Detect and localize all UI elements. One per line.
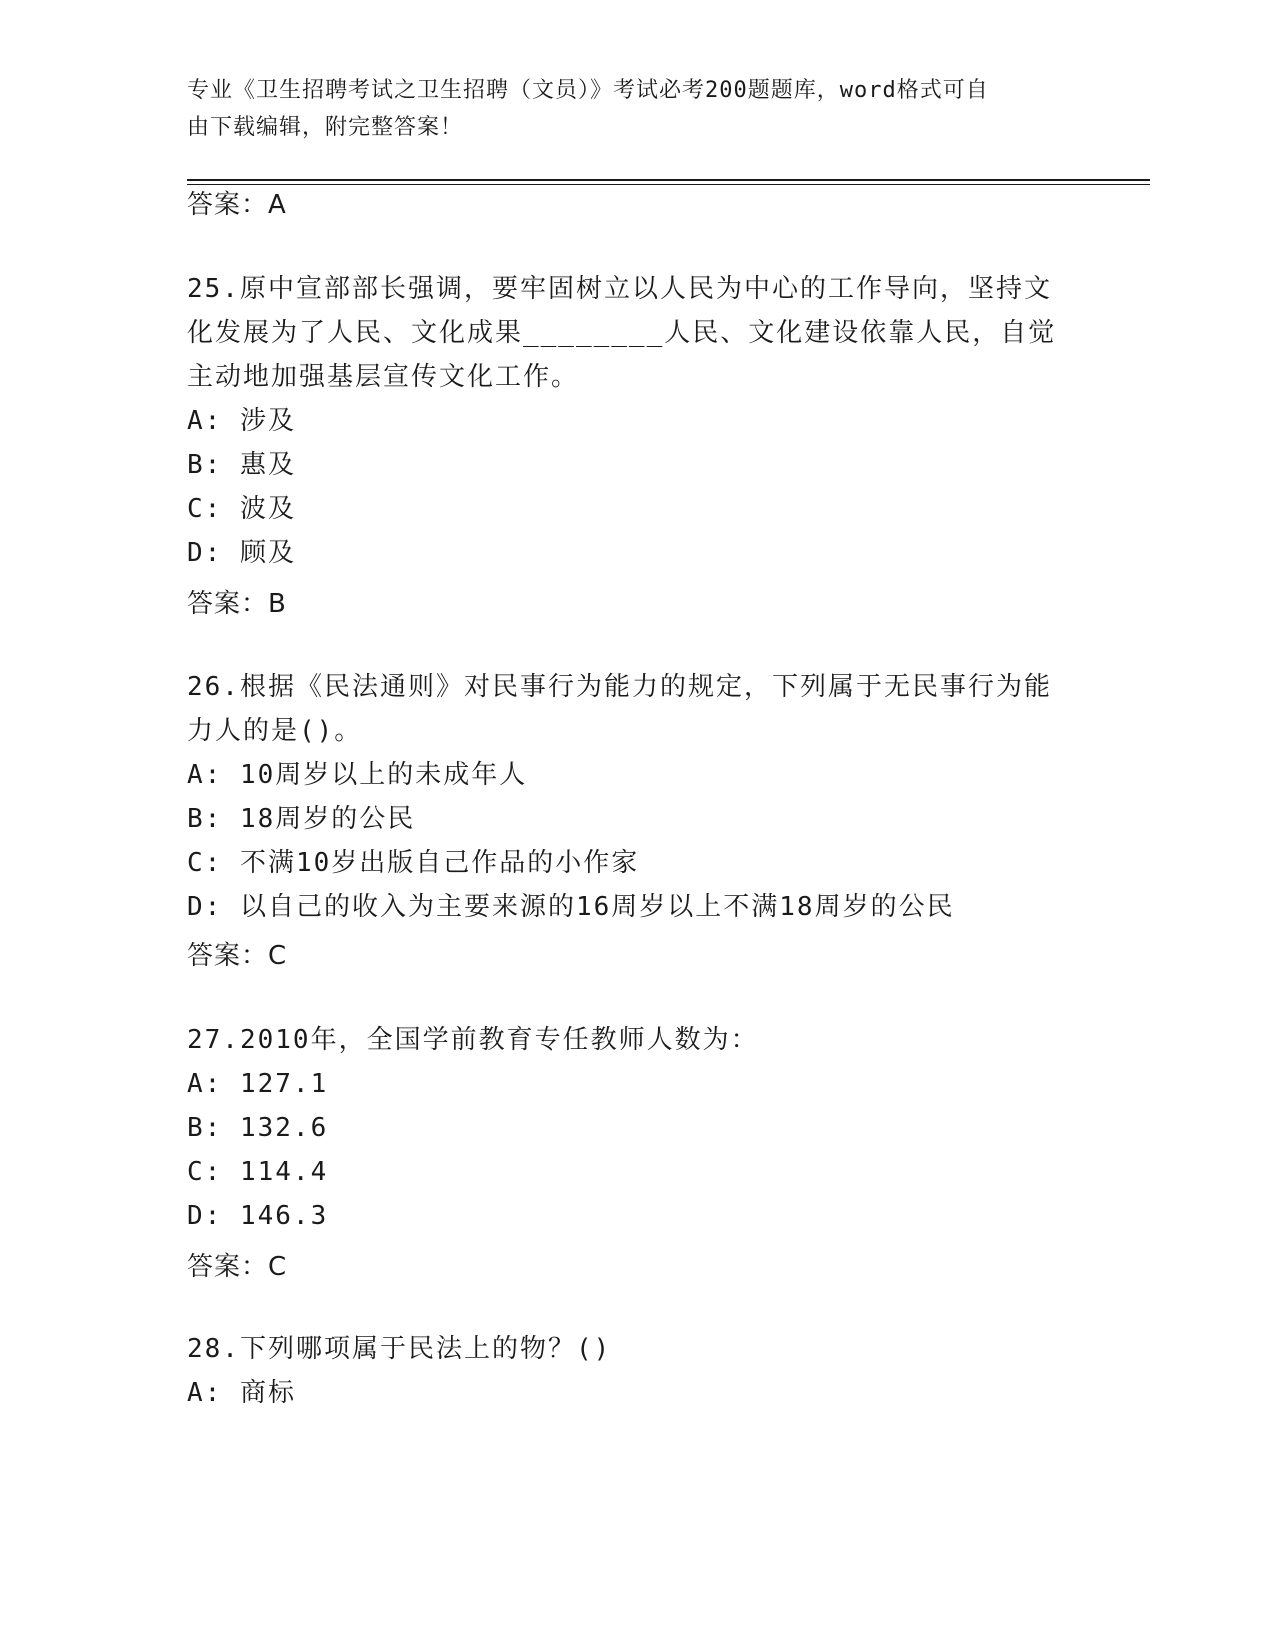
header-rule-thin: [187, 184, 1150, 185]
question-26-line-1: 26.根据《民法通则》对民事行为能力的规定，下列属于无民事行为能: [187, 672, 1052, 702]
header-line-2: 由下载编辑，附完整答案！: [187, 115, 464, 140]
document-header: [187, 72, 1067, 146]
question-26-answer: 答案：C: [187, 941, 288, 971]
question-27-answer: 答案：C: [187, 1252, 288, 1282]
question-27-option-a: A: 127.1: [187, 1069, 329, 1099]
header-rule-thick: [187, 179, 1150, 181]
previous-answer: 答案：A: [187, 190, 287, 220]
question-26-option-a: A: 10周岁以上的未成年人: [187, 760, 528, 790]
header-line-1: 专业《卫生招聘考试之卫生招聘（文员）》考试必考200题题库，word格式可自: [187, 78, 989, 103]
question-25-line-1: 25.原中宣部部长强调，要牢固树立以人民为中心的工作导向，坚持文: [187, 274, 1052, 304]
question-26-option-c: C: 不满10岁出版自己作品的小作家: [187, 848, 640, 878]
question-26-option-b: B: 18周岁的公民: [187, 804, 416, 834]
question-25-option-a: A: 涉及: [187, 406, 296, 436]
question-25-option-d: D: 顾及: [187, 538, 296, 568]
question-25-answer: 答案：B: [187, 589, 287, 619]
question-28-line-1: 28.下列哪项属于民法上的物？(): [187, 1334, 612, 1364]
question-26-option-d: D: 以自己的收入为主要来源的16周岁以上不满18周岁的公民: [187, 892, 955, 922]
question-27-option-b: B: 132.6: [187, 1113, 329, 1143]
question-27-option-d: D: 146.3: [187, 1201, 329, 1231]
question-28-option-a: A: 商标: [187, 1378, 296, 1408]
question-25-line-3: 主动地加强基层宣传文化工作。: [187, 362, 580, 392]
question-25-option-b: B: 惠及: [187, 450, 296, 480]
question-27-option-c: C: 114.4: [187, 1157, 329, 1187]
question-25-line-2: 化发展为了人民、文化成果________人民、文化建设依靠人民，自觉: [187, 318, 1057, 348]
question-25-option-c: C: 波及: [187, 494, 296, 524]
question-27-line-1: 27.2010年，全国学前教育专任教师人数为：: [187, 1025, 759, 1055]
question-26-line-2: 力人的是()。: [187, 716, 363, 746]
